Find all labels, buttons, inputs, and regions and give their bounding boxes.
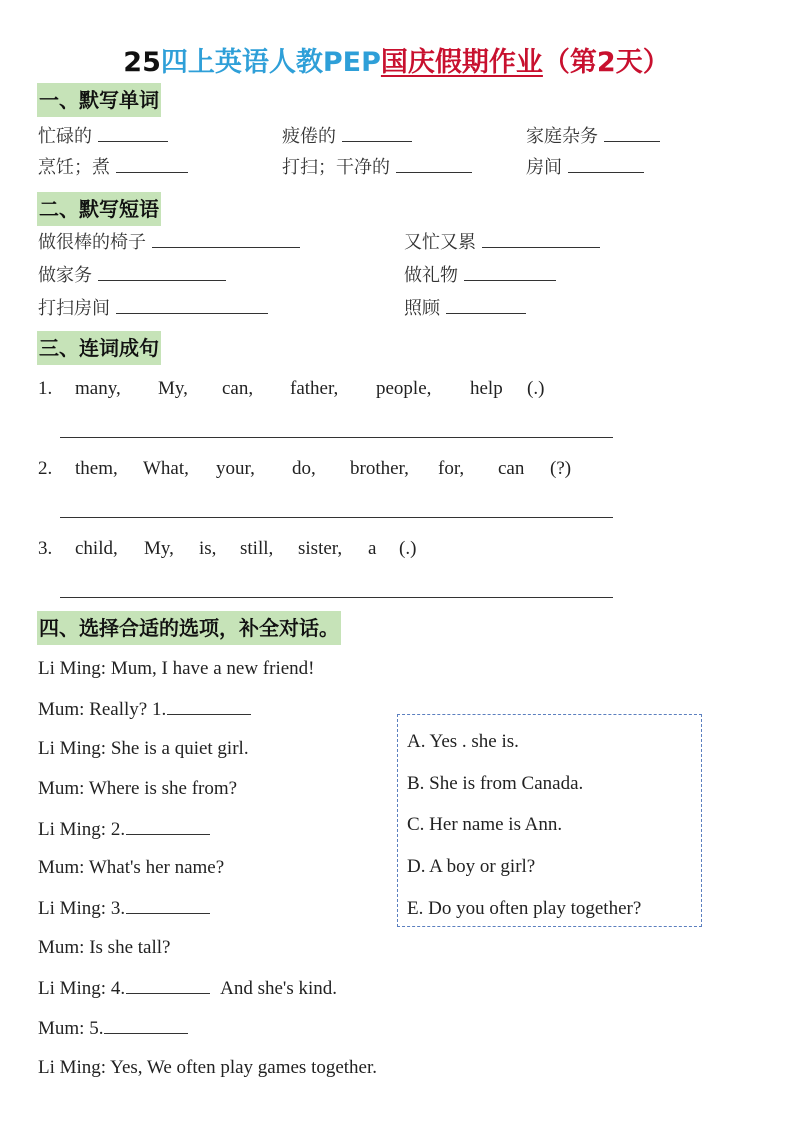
title-subject: 四上英语人教PEP [160, 47, 381, 78]
phrase-item: 打扫房间 [38, 294, 268, 320]
dialogue-line: Li Ming: Mum, I have a new friend! [38, 658, 315, 679]
title-paren-open: （ [542, 47, 570, 78]
option-e: E. Do you often play together? [407, 898, 642, 919]
dialogue-line: Mum: What's her name? [38, 857, 225, 878]
answer-blank[interactable] [116, 295, 268, 314]
dialogue-line: Li Ming: 3. [38, 897, 210, 920]
scrambled-word: My, [144, 538, 174, 559]
scrambled-word: for, [438, 458, 465, 479]
option-b: B. She is from Canada. [407, 773, 584, 794]
scrambled-word: child, [75, 538, 118, 559]
scrambled-word: father, [290, 378, 339, 399]
scrambled-word: can, [222, 378, 254, 399]
word-item: 打扫；干净的 [282, 153, 472, 179]
answer-blank[interactable] [342, 123, 412, 142]
scrambled-word: many, [75, 378, 121, 399]
title-paren-close: ） [642, 47, 670, 78]
scrambled-word: do, [292, 458, 316, 479]
sentence-number: 3. [38, 538, 53, 559]
sentence-punctuation: (?) [550, 458, 572, 479]
scrambled-word: them, [75, 458, 118, 479]
answer-blank[interactable] [604, 123, 660, 142]
answer-blank[interactable] [104, 1017, 188, 1034]
dialogue-line: Li Ming: She is a quiet girl. [38, 738, 249, 759]
answer-blank[interactable] [568, 154, 644, 173]
section-4-heading: 四、选择合适的选项，补全对话。 [37, 611, 341, 645]
answer-blank[interactable] [446, 295, 526, 314]
title-homework: 国庆假期作业 [380, 47, 543, 78]
phrase-item: 照顾 [404, 294, 526, 320]
section-2-heading: 二、默写短语 [37, 192, 161, 226]
answer-blank[interactable] [98, 262, 226, 281]
scrambled-word: your, [216, 458, 255, 479]
phrase-item: 做家务 [38, 261, 226, 287]
answer-blank[interactable] [482, 229, 600, 248]
answer-line[interactable] [60, 597, 613, 598]
dialogue-line: Li Ming: 2. [38, 818, 210, 841]
answer-blank[interactable] [126, 977, 210, 994]
sentence-number: 2. [38, 458, 53, 479]
dialogue-line: Mum: Is she tall? [38, 937, 171, 958]
answer-blank[interactable] [98, 123, 168, 142]
scrambled-word: is, [199, 538, 217, 559]
sentence-punctuation: (.) [399, 538, 417, 559]
answer-blank[interactable] [167, 698, 251, 715]
title-day: 第2天 [569, 47, 643, 78]
scrambled-word: My, [158, 378, 188, 399]
answer-blank[interactable] [396, 154, 472, 173]
dialogue-line: Mum: Where is she from? [38, 778, 238, 799]
section-3-heading: 三、连词成句 [37, 331, 161, 365]
scrambled-word: still, [240, 538, 274, 559]
title-number: 25 [123, 47, 161, 78]
scrambled-word: What, [143, 458, 189, 479]
option-d: D. A boy or girl? [407, 856, 536, 877]
scrambled-word: brother, [350, 458, 409, 479]
word-item: 疲倦的 [282, 122, 412, 148]
phrase-item: 又忙又累 [404, 228, 600, 254]
scrambled-word: people, [376, 378, 432, 399]
word-item: 忙碌的 [38, 122, 168, 148]
option-c: C. Her name is Ann. [407, 814, 563, 835]
page-title [0, 40, 793, 79]
dialogue-line: Mum: 5. [38, 1017, 188, 1040]
answer-blank[interactable] [116, 154, 188, 173]
word-item: 房间 [526, 153, 644, 179]
answer-blank[interactable] [152, 229, 300, 248]
phrase-item: 做很棒的椅子 [38, 228, 300, 254]
word-item: 烹饪；煮 [38, 153, 188, 179]
option-a: A. Yes . she is. [407, 731, 519, 752]
dialogue-line: Li Ming: 4. And she's kind. [38, 978, 337, 999]
section-1-heading: 一、默写单词 [37, 83, 161, 117]
answer-line[interactable] [60, 517, 613, 518]
sentence-number: 1. [38, 378, 53, 399]
dialogue-line: Mum: Really? 1. [38, 698, 251, 721]
answer-line[interactable] [60, 437, 613, 438]
word-item: 家庭杂务 [526, 122, 660, 148]
answer-blank[interactable] [464, 262, 556, 281]
answer-blank[interactable] [126, 897, 210, 914]
scrambled-word: a [368, 538, 377, 559]
scrambled-word: help [470, 378, 503, 399]
scrambled-word: can [498, 458, 525, 479]
dialogue-line: Li Ming: Yes, We often play games together. [38, 1057, 378, 1078]
answer-blank[interactable] [126, 818, 210, 835]
sentence-punctuation: (.) [527, 378, 545, 399]
scrambled-word: sister, [298, 538, 343, 559]
phrase-item: 做礼物 [404, 261, 556, 287]
